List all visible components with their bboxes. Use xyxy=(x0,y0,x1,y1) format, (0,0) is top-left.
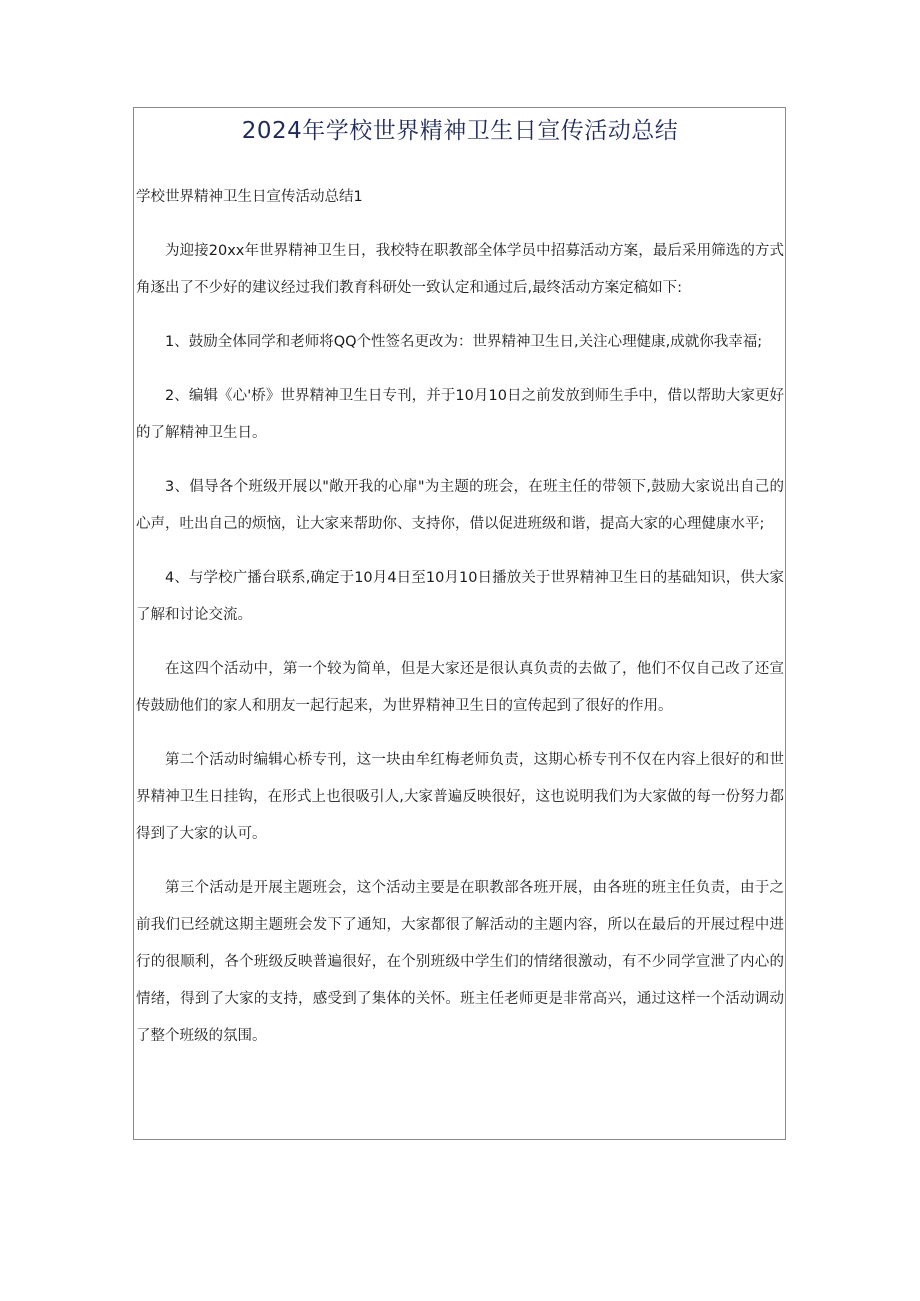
paragraph: 4、与学校广播台联系,确定于10月4日至10月10日播放关于世界精神卫生日的基础知识，供大家了解和讨论交流。 xyxy=(136,570,784,623)
document-body xyxy=(136,233,784,1072)
paragraph: 2、编辑《心'桥》世界精神卫生日专刊，并于10月10日之前发放到师生手中，借以帮助大家更好的了解精神卫生日。 xyxy=(136,388,784,441)
paragraph: 1、鼓励全体同学和老师将QQ个性签名更改为：世界精神卫生日,关注心理健康,成就你我幸福; xyxy=(165,334,763,350)
section-heading: 学校世界精神卫生日宣传活动总结1 xyxy=(136,189,363,205)
document-title: 2024年学校世界精神卫生日宣传活动总结 xyxy=(241,118,679,144)
paragraph: 第三个活动是开展主题班会，这个活动主要是在职教部各班开展，由各班的班主任负责，由于之前我们已经就这期主题班会发下了通知，大家都很了解活动的主题内容，所以在最后的开展过程中进行的很顺利，各个班级反映普遍很好，在个别班级中学生们的情绪很激动，有不少同学宣泄了内心的情绪，得到了大家的支持，感受到了集体的关怀。班主任老师更是非常高兴，通过这样一个活动调动了整个班级的氛围。 xyxy=(136,880,784,1044)
paragraph: 3、倡导各个班级开展以"敞开我的心扉"为主题的班会，在班主任的带领下,鼓励大家说出自己的心声，吐出自己的烦恼，让大家来帮助你、支持你，借以促进班级和谐，提高大家的心理健康水平; xyxy=(136,479,784,532)
paragraph: 在这四个活动中，第一个较为简单，但是大家还是很认真负责的去做了，他们不仅自己改了还宣传鼓励他们的家人和朋友一起行起来，为世界精神卫生日的宣传起到了很好的作用。 xyxy=(136,661,784,714)
paragraph: 第二个活动时编辑心桥专刊，这一块由牟红梅老师负责，这期心桥专刊不仅在内容上很好的和世界精神卫生日挂钩，在形式上也很吸引人,大家普遍反映很好，这也说明我们为大家做的每一份努力都得到了大家的认可。 xyxy=(136,752,784,842)
paragraph: 为迎接20xx年世界精神卫生日，我校特在职教部全体学员中招募活动方案，最后采用筛选的方式角逐出了不少好的建议经过我们教育科研处一致认定和通过后,最终活动方案定稿如下: xyxy=(136,243,784,296)
